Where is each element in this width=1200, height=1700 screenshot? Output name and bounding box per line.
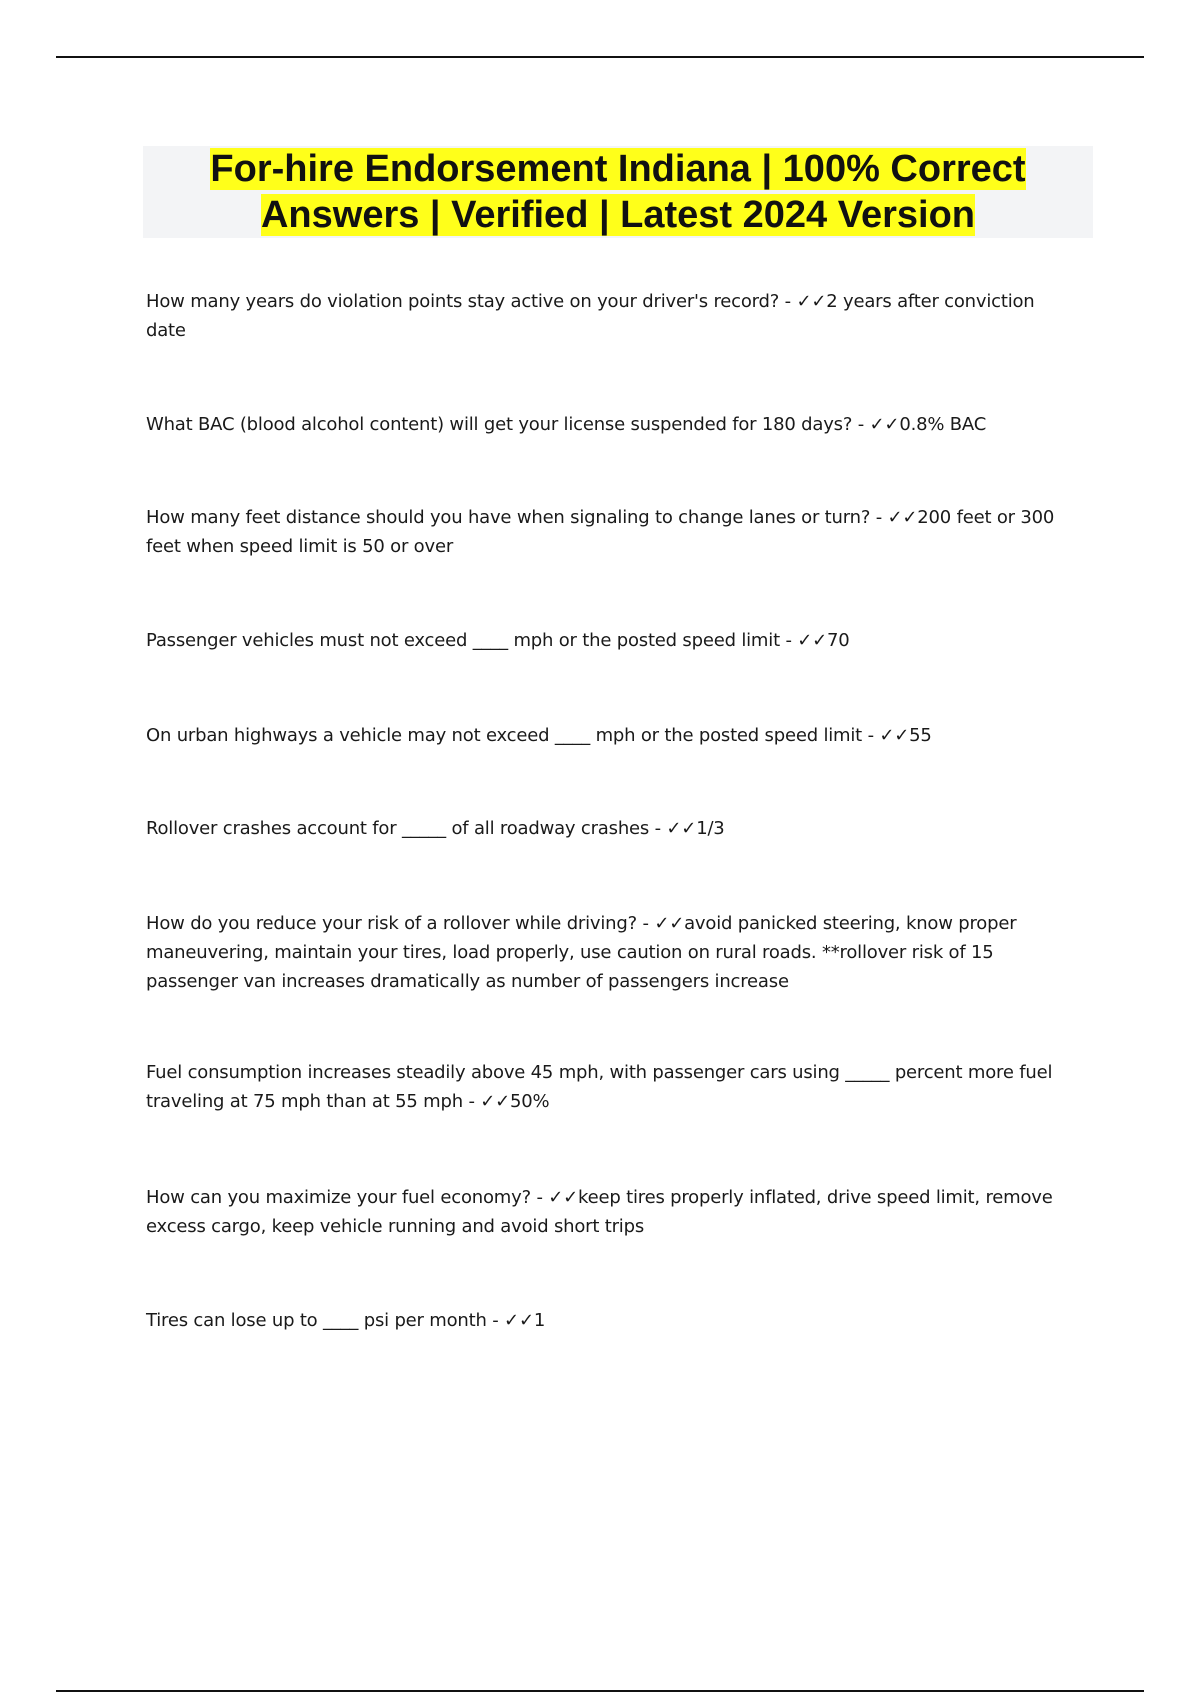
answer: 55 (909, 725, 932, 746)
question: Rollover crashes account for _____ of all roadway crashes (146, 818, 650, 839)
document-title (210, 146, 1025, 238)
question: Passenger vehicles must not exceed ____ mph or the posted speed limit (146, 630, 780, 651)
qa-item (146, 410, 1076, 439)
qa-item (146, 626, 1076, 655)
qa-item (146, 909, 1076, 996)
qa-item (146, 814, 1076, 843)
top-rule (56, 56, 1144, 58)
qa-item (146, 1306, 1076, 1335)
qa-item (146, 1183, 1076, 1241)
answer: 2 years after conviction date (146, 291, 1035, 341)
question: How do you reduce your risk of a rollover while driving? (146, 913, 637, 934)
question: How many years do violation points stay active on your driver's record? (146, 291, 780, 312)
answer: 200 feet or 300 feet when speed limit is 50 or over (146, 507, 1055, 557)
answer: 1 (533, 1310, 546, 1331)
question: Tires can lose up to ____ psi per month (146, 1310, 487, 1331)
answer: 0.8% BAC (899, 414, 987, 435)
answer-separator: - ✓✓ (779, 630, 828, 651)
answer-separator: - ✓✓ (462, 1091, 511, 1112)
answer: keep tires properly inflated, drive speed limit, remove excess cargo, keep vehicle running and avoid short trips (146, 1187, 1053, 1237)
question: On urban highways a vehicle may not exceed ____ mph or the posted speed limit (146, 725, 863, 746)
answer-separator: - ✓✓ (530, 1187, 579, 1208)
answer-separator: - ✓✓ (852, 414, 900, 435)
question: What BAC (blood alcohol content) will get your license suspended for 180 days? (146, 414, 853, 435)
title-line-2: Answers | Verified | Latest 2024 Version (260, 194, 976, 236)
qa-item (146, 1058, 1076, 1116)
qa-item (146, 287, 1076, 345)
question: Fuel consumption increases steadily above 45 mph, with passenger cars using _____ percent more fuel traveling at 75 mph than at 55 mph (146, 1062, 1053, 1112)
qa-item (146, 721, 1076, 750)
answer-separator: - ✓✓ (486, 1310, 534, 1331)
question: How many feet distance should you have when signaling to change lanes or turn? (146, 507, 871, 528)
question: How can you maximize your fuel economy? (146, 1187, 531, 1208)
answer-separator: - ✓✓ (636, 913, 685, 934)
answer-separator: - ✓✓ (779, 291, 827, 312)
answer: avoid panicked steering, know proper maneuvering, maintain your tires, load properly, use caution on rural roads. **rollover risk of 15 passenger van increases dramatically as number of passengers increase (146, 913, 1017, 992)
answer-separator: - ✓✓ (649, 818, 697, 839)
answer: 50% (510, 1091, 550, 1112)
qa-item (146, 503, 1076, 561)
bottom-rule (56, 1690, 1144, 1692)
title-banner (143, 146, 1093, 238)
answer-separator: - ✓✓ (870, 507, 918, 528)
answer: 70 (827, 630, 850, 651)
answer: 1/3 (696, 818, 725, 839)
answer-separator: - ✓✓ (862, 725, 910, 746)
title-line-1: For-hire Endorsement Indiana | 100% Correct (210, 148, 1026, 190)
